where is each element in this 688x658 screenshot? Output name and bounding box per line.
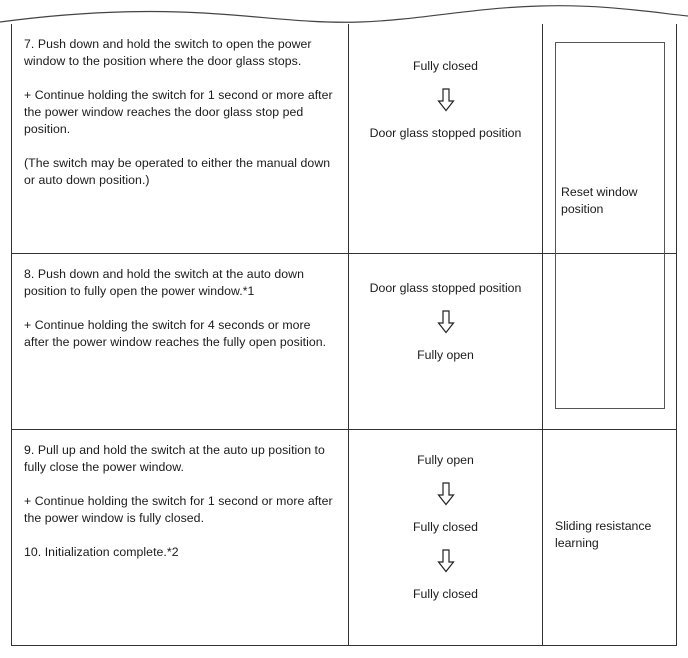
procedure-step-text: 7. Push down and hold the switch to open the power window to the position where the door glass stops. bbox=[24, 37, 312, 68]
table-row bbox=[12, 253, 676, 429]
learning-item-label: Reset window position bbox=[561, 185, 638, 216]
window-state-cell bbox=[348, 430, 542, 645]
state-end-label: Door glass stopped position bbox=[369, 126, 522, 140]
state-end-label: Fully open bbox=[417, 348, 474, 362]
procedure-note-text: + Continue holding the switch for 1 second or more after the power window reaches the door glass stop ped position. bbox=[24, 88, 333, 136]
state-middle-label: Fully closed bbox=[413, 520, 478, 534]
procedure-complete-text: 10. Initialization complete.*2 bbox=[24, 545, 179, 559]
state-start-label: Door glass stopped position bbox=[369, 281, 522, 295]
procedure-note-text: + Continue holding the switch for 4 seconds or more after the power window reaches the fully open position. bbox=[24, 318, 327, 349]
procedure-description-cell bbox=[12, 24, 348, 253]
down-arrow-icon bbox=[437, 549, 455, 573]
table-row bbox=[12, 24, 676, 253]
procedure-description-cell bbox=[12, 430, 348, 645]
down-arrow-icon bbox=[437, 310, 455, 334]
down-arrow-icon bbox=[437, 482, 455, 506]
initialization-procedure-table bbox=[11, 24, 677, 646]
procedure-step-text: 9. Pull up and hold the switch at the auto up position to fully close the power window. bbox=[24, 443, 325, 474]
window-state-cell bbox=[348, 24, 542, 253]
learning-item-cell bbox=[542, 254, 676, 429]
down-arrow-icon bbox=[437, 88, 455, 112]
state-start-label: Fully open bbox=[417, 453, 474, 467]
table-row bbox=[12, 429, 676, 645]
state-end-label: Fully closed bbox=[413, 587, 478, 601]
learning-item-cell bbox=[542, 24, 676, 253]
learning-item-label: Sliding resistance learning bbox=[555, 519, 652, 550]
procedure-parenthetical-text: (The switch may be operated to either the manual down or auto down position.) bbox=[24, 156, 331, 187]
procedure-note-text: + Continue holding the switch for 1 second or more after the power window is fully closed. bbox=[24, 494, 333, 525]
learning-item-cell bbox=[542, 430, 676, 645]
procedure-step-text: 8. Push down and hold the switch at the auto down position to fully open the power window.*1 bbox=[24, 267, 305, 298]
state-start-label: Fully closed bbox=[413, 59, 478, 73]
window-state-cell bbox=[348, 254, 542, 429]
procedure-description-cell bbox=[12, 254, 348, 429]
